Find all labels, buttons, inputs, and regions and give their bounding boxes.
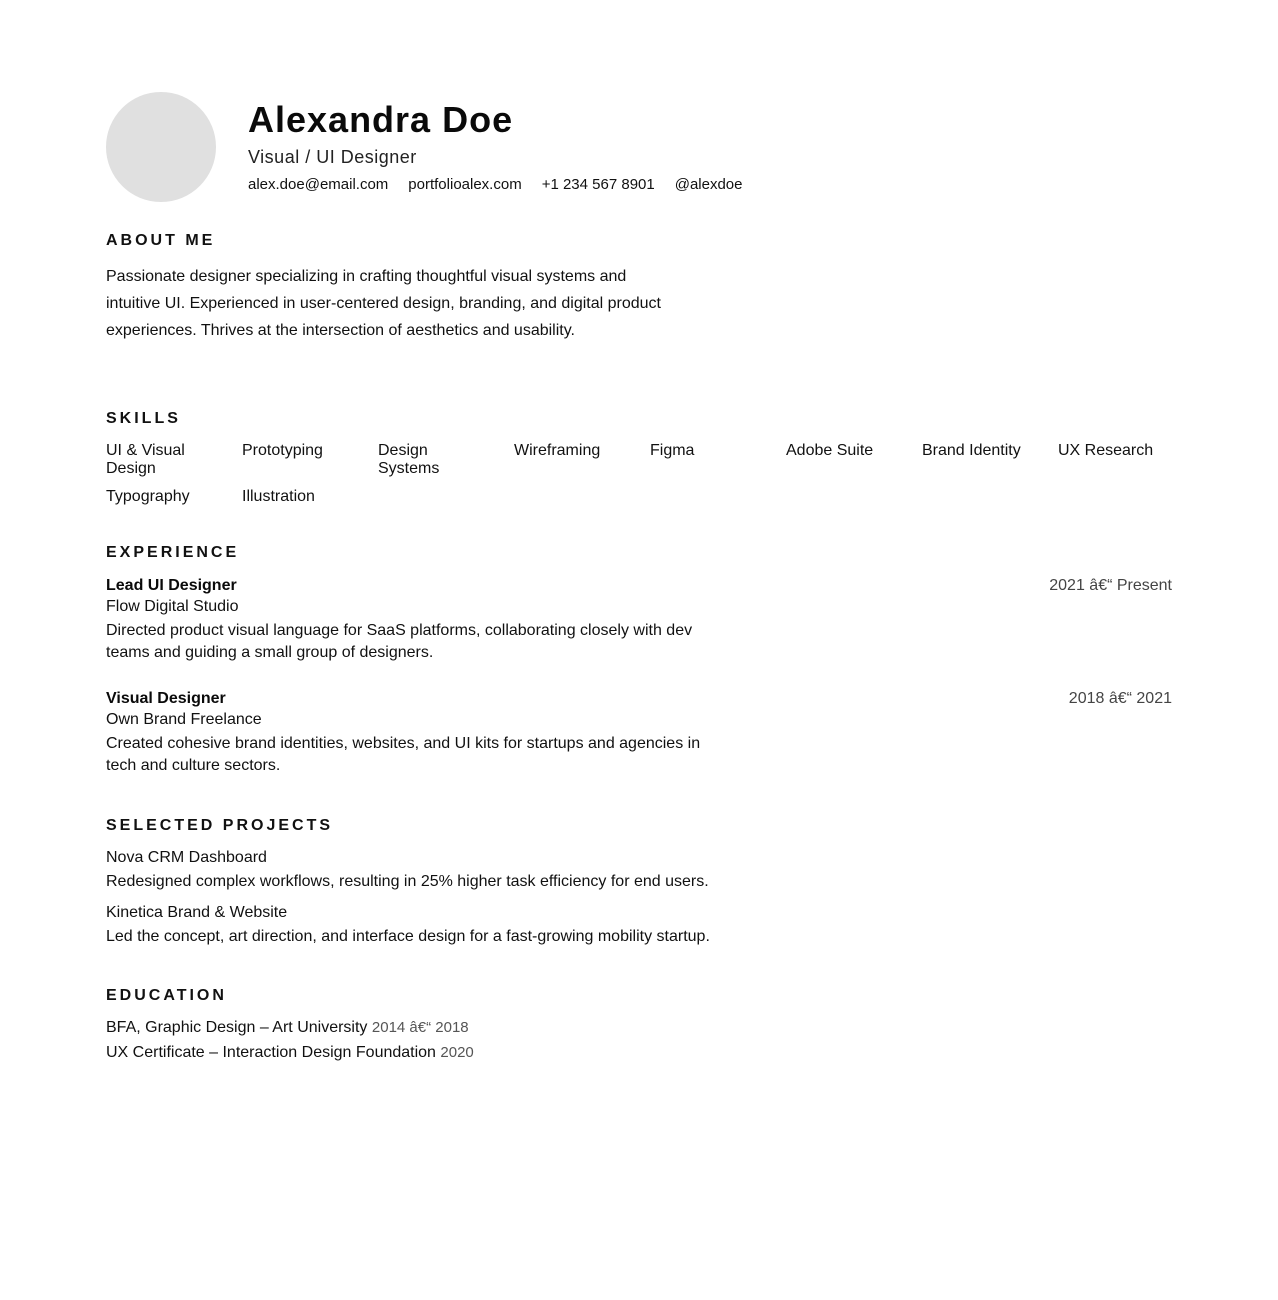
- skill-item: Figma: [650, 442, 695, 459]
- education-entry: [106, 1017, 469, 1038]
- contact-list: [248, 176, 763, 194]
- experience-entry: [106, 575, 1172, 664]
- contact-phone[interactable]: +1 234 567 8901: [541, 176, 655, 193]
- section-title-about: ABOUT ME: [106, 232, 216, 249]
- skill-item: Prototyping: [242, 442, 323, 459]
- job-company: Flow Digital Studio: [106, 598, 239, 615]
- skill-item: Illustration: [242, 488, 315, 505]
- job-title: Visual Designer: [106, 690, 226, 707]
- contact-website[interactable]: portfolioalex.com: [408, 176, 522, 193]
- education-years: 2020: [440, 1044, 474, 1061]
- job-description: Created cohesive brand identities, websites, and UI kits for startups and agencies in tech and culture sectors.: [106, 735, 701, 774]
- candidate-name: Alexandra Doe: [248, 99, 514, 140]
- about-text: Passionate designer specializing in crafting thoughtful visual systems and intuitive UI. Experienced in user-centered design, branding, and digital product experiences. Thrives at the intersection of aesthetics and usability.: [106, 268, 661, 339]
- contact-email[interactable]: alex.doe@email.com: [248, 176, 389, 193]
- job-dates: 2021 â€“ Present: [1049, 577, 1172, 594]
- skill-item: UI & Visual Design: [106, 442, 185, 477]
- skills-grid: [106, 442, 1194, 506]
- skill-item: Typography: [106, 488, 190, 505]
- project-entry: [106, 902, 806, 947]
- project-description: Led the concept, art direction, and interface design for a fast-growing mobility startup.: [106, 928, 710, 945]
- candidate-role: Visual / UI Designer: [248, 147, 417, 167]
- job-title: Lead UI Designer: [106, 577, 237, 594]
- project-name: Kinetica Brand & Website: [106, 904, 288, 921]
- section-title-projects: SELECTED PROJECTS: [106, 817, 334, 834]
- project-entry: [106, 847, 806, 892]
- section-title-education: EDUCATION: [106, 987, 227, 1004]
- education-degree: UX Certificate – Interaction Design Foundation: [106, 1044, 436, 1061]
- skill-item: Brand Identity: [922, 442, 1021, 459]
- section-title-skills: SKILLS: [106, 410, 181, 427]
- education-entry: [106, 1042, 474, 1063]
- education-years: 2014 â€“ 2018: [371, 1019, 469, 1036]
- skill-item: Design Systems: [378, 442, 440, 477]
- education-degree: BFA, Graphic Design – Art University: [106, 1019, 368, 1036]
- job-dates: 2018 â€“ 2021: [1068, 690, 1172, 707]
- job-description: Directed product visual language for SaaS platforms, collaborating closely with dev teams and guiding a small group of designers.: [106, 622, 693, 661]
- project-description: Redesigned complex workflows, resulting in 25% higher task efficiency for end users.: [106, 873, 709, 890]
- skill-item: Wireframing: [514, 442, 601, 459]
- section-title-experience: EXPERIENCE: [106, 544, 240, 561]
- skill-item: UX Research: [1058, 442, 1154, 459]
- project-name: Nova CRM Dashboard: [106, 849, 267, 866]
- contact-handle[interactable]: @alexdoe: [674, 176, 743, 193]
- experience-entry: [106, 688, 1172, 777]
- skill-item: Adobe Suite: [786, 442, 874, 459]
- avatar: [106, 92, 216, 202]
- job-company: Own Brand Freelance: [106, 711, 262, 728]
